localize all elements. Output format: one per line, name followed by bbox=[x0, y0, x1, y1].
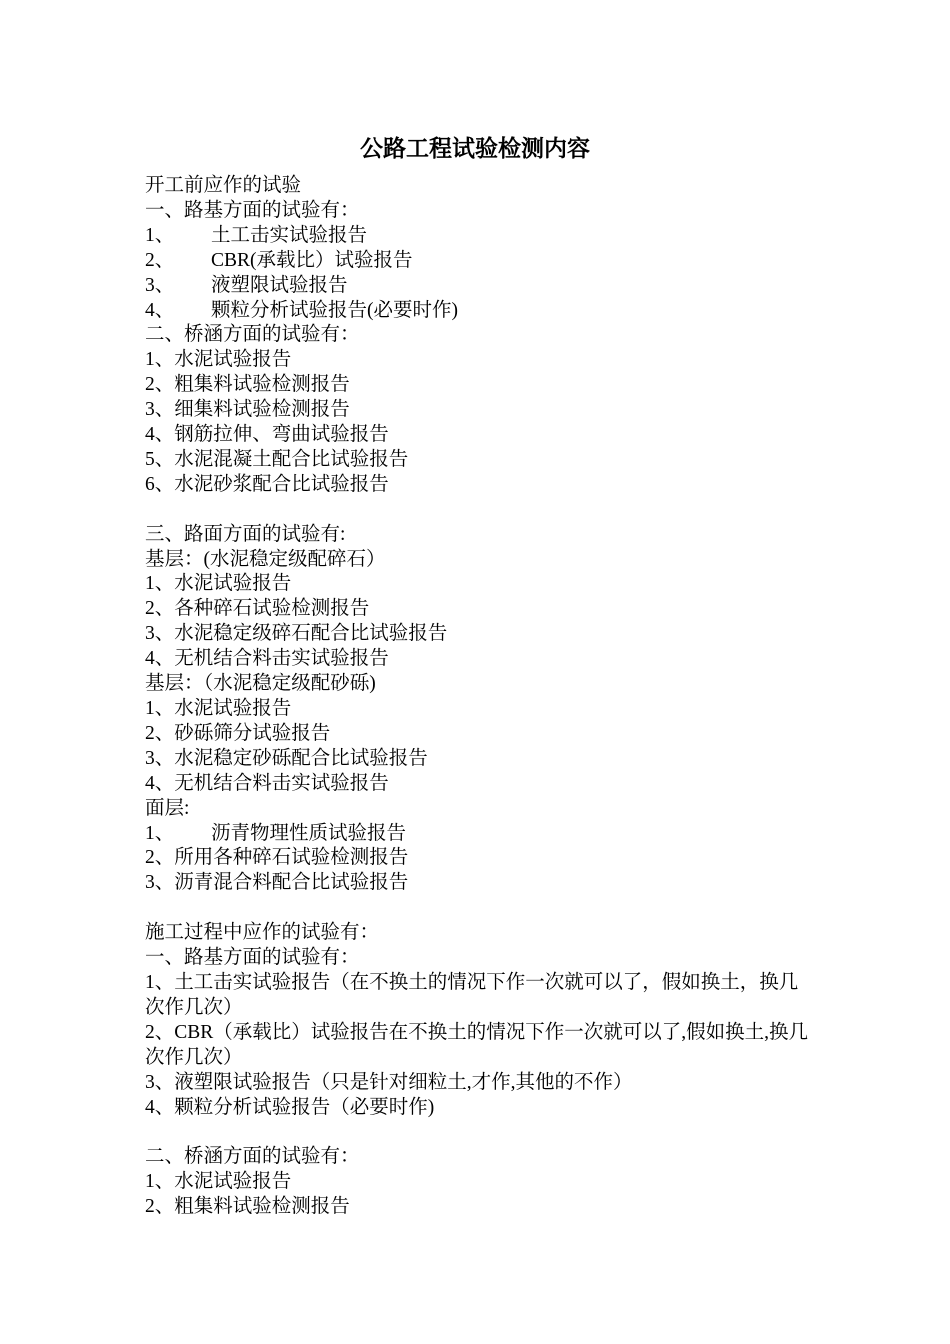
list-item-text: 沥青物理性质试验报告 bbox=[211, 822, 407, 844]
list-number: 4、 bbox=[145, 299, 175, 321]
text-line bbox=[145, 822, 815, 847]
text-line: 1、水泥试验报告 bbox=[145, 1171, 292, 1193]
text-line: 3、液塑限试验报告（只是针对细粒土,才作,其他的不作） bbox=[145, 1071, 633, 1093]
text-line: 1、水泥试验报告 bbox=[145, 698, 292, 720]
list-item-text: CBR(承载比）试验报告 bbox=[211, 249, 413, 271]
text-line: 6、水泥砂浆配合比试验报告 bbox=[145, 473, 389, 495]
text-line bbox=[145, 299, 815, 324]
text-line: 二、桥涵方面的试验有： bbox=[145, 1146, 360, 1168]
text-line: 2、CBR（承载比）试验报告在不换土的情况下作一次就可以了,假如换土,换几次作几次） bbox=[145, 1021, 809, 1068]
text-line: 3、沥青混合料配合比试验报告 bbox=[145, 872, 409, 894]
text-line: 1、水泥试验报告 bbox=[145, 573, 292, 595]
text-line: 基层：(水泥稳定级配碎石） bbox=[145, 548, 386, 570]
text-line: 基层：（水泥稳定级配砂砾) bbox=[145, 673, 376, 695]
text-line: 施工过程中应作的试验有： bbox=[145, 922, 380, 944]
text-line: 3、水泥稳定级碎石配合比试验报告 bbox=[145, 623, 448, 645]
text-line bbox=[145, 249, 815, 274]
list-item-text: 液塑限试验报告 bbox=[211, 274, 348, 296]
text-line: 4、无机结合料击实试验报告 bbox=[145, 648, 389, 670]
text-line: 3、细集料试验检测报告 bbox=[145, 399, 350, 421]
text-line: 2、所用各种碎石试验检测报告 bbox=[145, 847, 409, 869]
text-line: 2、各种碎石试验检测报告 bbox=[145, 598, 370, 620]
list-number: 3、 bbox=[145, 274, 175, 296]
text-line: 4、无机结合料击实试验报告 bbox=[145, 772, 389, 794]
text-line: 开工前应作的试验 bbox=[145, 175, 302, 196]
list-item-text: 土工击实试验报告 bbox=[211, 224, 368, 246]
document-title: 公路工程试验检测内容 bbox=[360, 135, 590, 162]
text-line: 4、钢筋拉伸、弯曲试验报告 bbox=[145, 424, 389, 446]
text-line: 一、路基方面的试验有： bbox=[145, 947, 360, 969]
text-line: 三、路面方面的试验有: bbox=[145, 523, 346, 545]
text-line: 一、路基方面的试验有： bbox=[145, 199, 360, 221]
document-body bbox=[145, 174, 815, 1220]
blank-line bbox=[145, 896, 815, 921]
list-item-text: 颗粒分析试验报告(必要时作) bbox=[211, 299, 458, 321]
text-line: 1、土工击实试验报告（在不换土的情况下作一次就可以了，假如换土，换几次作几次） bbox=[145, 971, 799, 1018]
text-line: 3、水泥稳定砂砾配合比试验报告 bbox=[145, 747, 428, 769]
text-line: 二、桥涵方面的试验有： bbox=[145, 324, 360, 346]
text-line bbox=[145, 274, 815, 299]
text-line bbox=[145, 224, 815, 249]
text-line: 面层: bbox=[145, 797, 190, 819]
text-line: 4、颗粒分析试验报告（必要时作) bbox=[145, 1096, 435, 1118]
list-number: 2、 bbox=[145, 249, 175, 271]
text-line: 5、水泥混凝土配合比试验报告 bbox=[145, 448, 409, 470]
blank-line bbox=[145, 498, 815, 523]
text-line: 2、粗集料试验检测报告 bbox=[145, 374, 350, 396]
list-number: 1、 bbox=[145, 224, 175, 246]
text-line: 2、砂砾筛分试验报告 bbox=[145, 722, 331, 744]
list-number: 1、 bbox=[145, 822, 175, 844]
text-line: 2、粗集料试验检测报告 bbox=[145, 1196, 350, 1218]
text-line: 1、水泥试验报告 bbox=[145, 349, 292, 371]
blank-line bbox=[145, 1120, 815, 1145]
